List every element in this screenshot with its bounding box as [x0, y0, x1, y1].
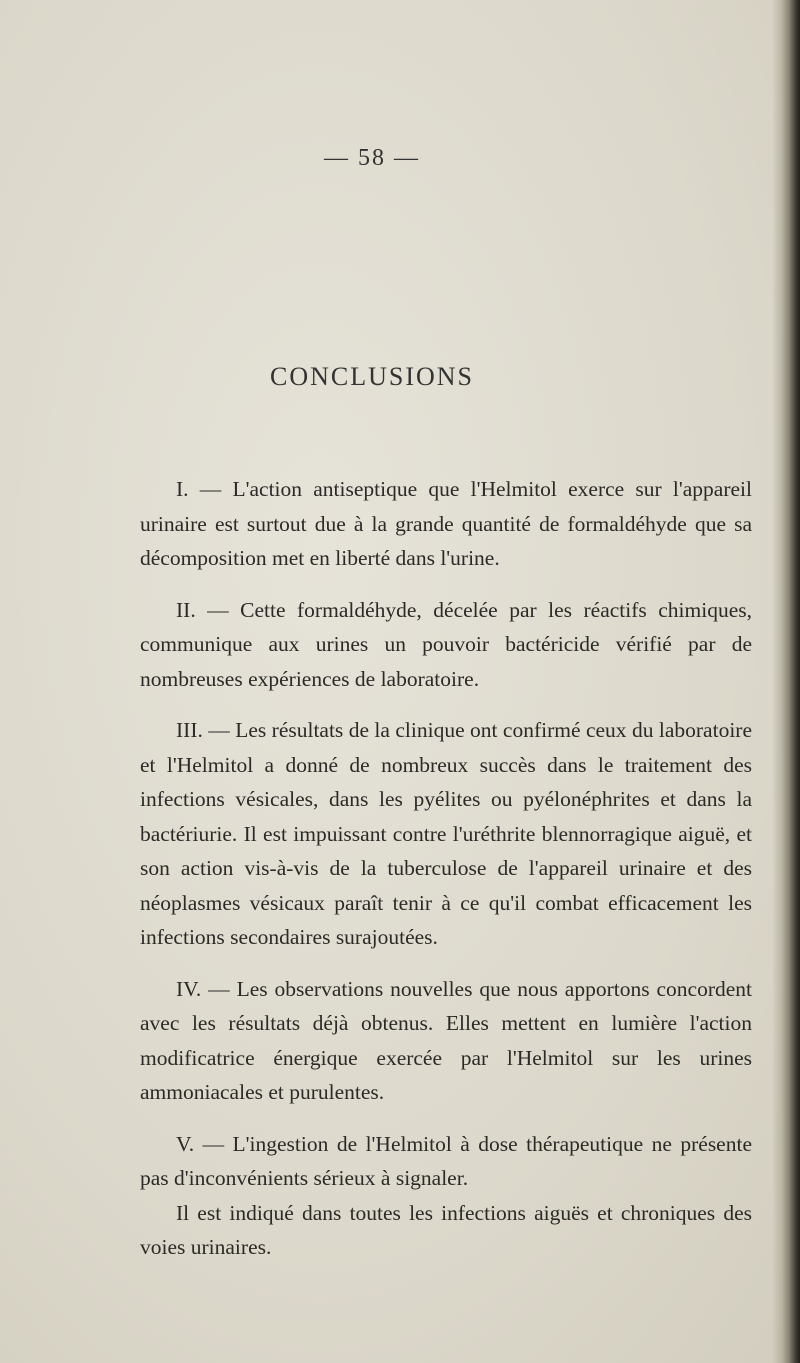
conclusion-paragraph-6: Il est indiqué dans toutes les infections aiguës et chroniques des voies urinaires.: [140, 1200, 752, 1259]
conclusion-paragraph-3: III. — Les résultats de la clinique ont confirmé ceux du laboratoire et l'Helmitol a donné de nombreux succès dans le traitement des infections vésicales, dans les pyélites ou pyélonéphrites et dans la bactériurie. Il est impuissant contre l'uréthrite blennorragique aiguë, et son action vis-à-vis de la tuberculose de l'appareil urinaire et des néoplasmes vésicaux paraît tenir à ce qu'il combat efficacement les infections secondaires surajoutées.: [140, 718, 752, 949]
conclusions-body: [140, 472, 752, 1282]
page-edge-shadow: [772, 0, 800, 1363]
conclusion-paragraph-2: II. — Cette formaldéhyde, décelée par les réactifs chimiques, communique aux urines un pouvoir bactéricide vérifié par de nombreuses expériences de laboratoire.: [140, 597, 752, 691]
conclusion-paragraph-4: IV. — Les observations nouvelles que nous apportons concordent avec les résultats déjà obtenus. Elles mettent en lumière l'action modificatrice énergique exercée par l'Helmitol sur les urines ammoniacales et purulentes.: [140, 976, 752, 1104]
conclusion-paragraph-1: I. — L'action antiseptique que l'Helmitol exerce sur l'appareil urinaire est surtout due à la grande quantité de formaldéhyde que sa décomposition met en liberté dans l'urine.: [140, 477, 752, 570]
page-title: CONCLUSIONS: [269, 362, 475, 391]
conclusion-paragraph-5: V. — L'ingestion de l'Helmitol à dose thérapeutique ne présente pas d'inconvénients sérieux à signaler.: [140, 1131, 752, 1190]
page-number: — 58 —: [324, 145, 420, 171]
